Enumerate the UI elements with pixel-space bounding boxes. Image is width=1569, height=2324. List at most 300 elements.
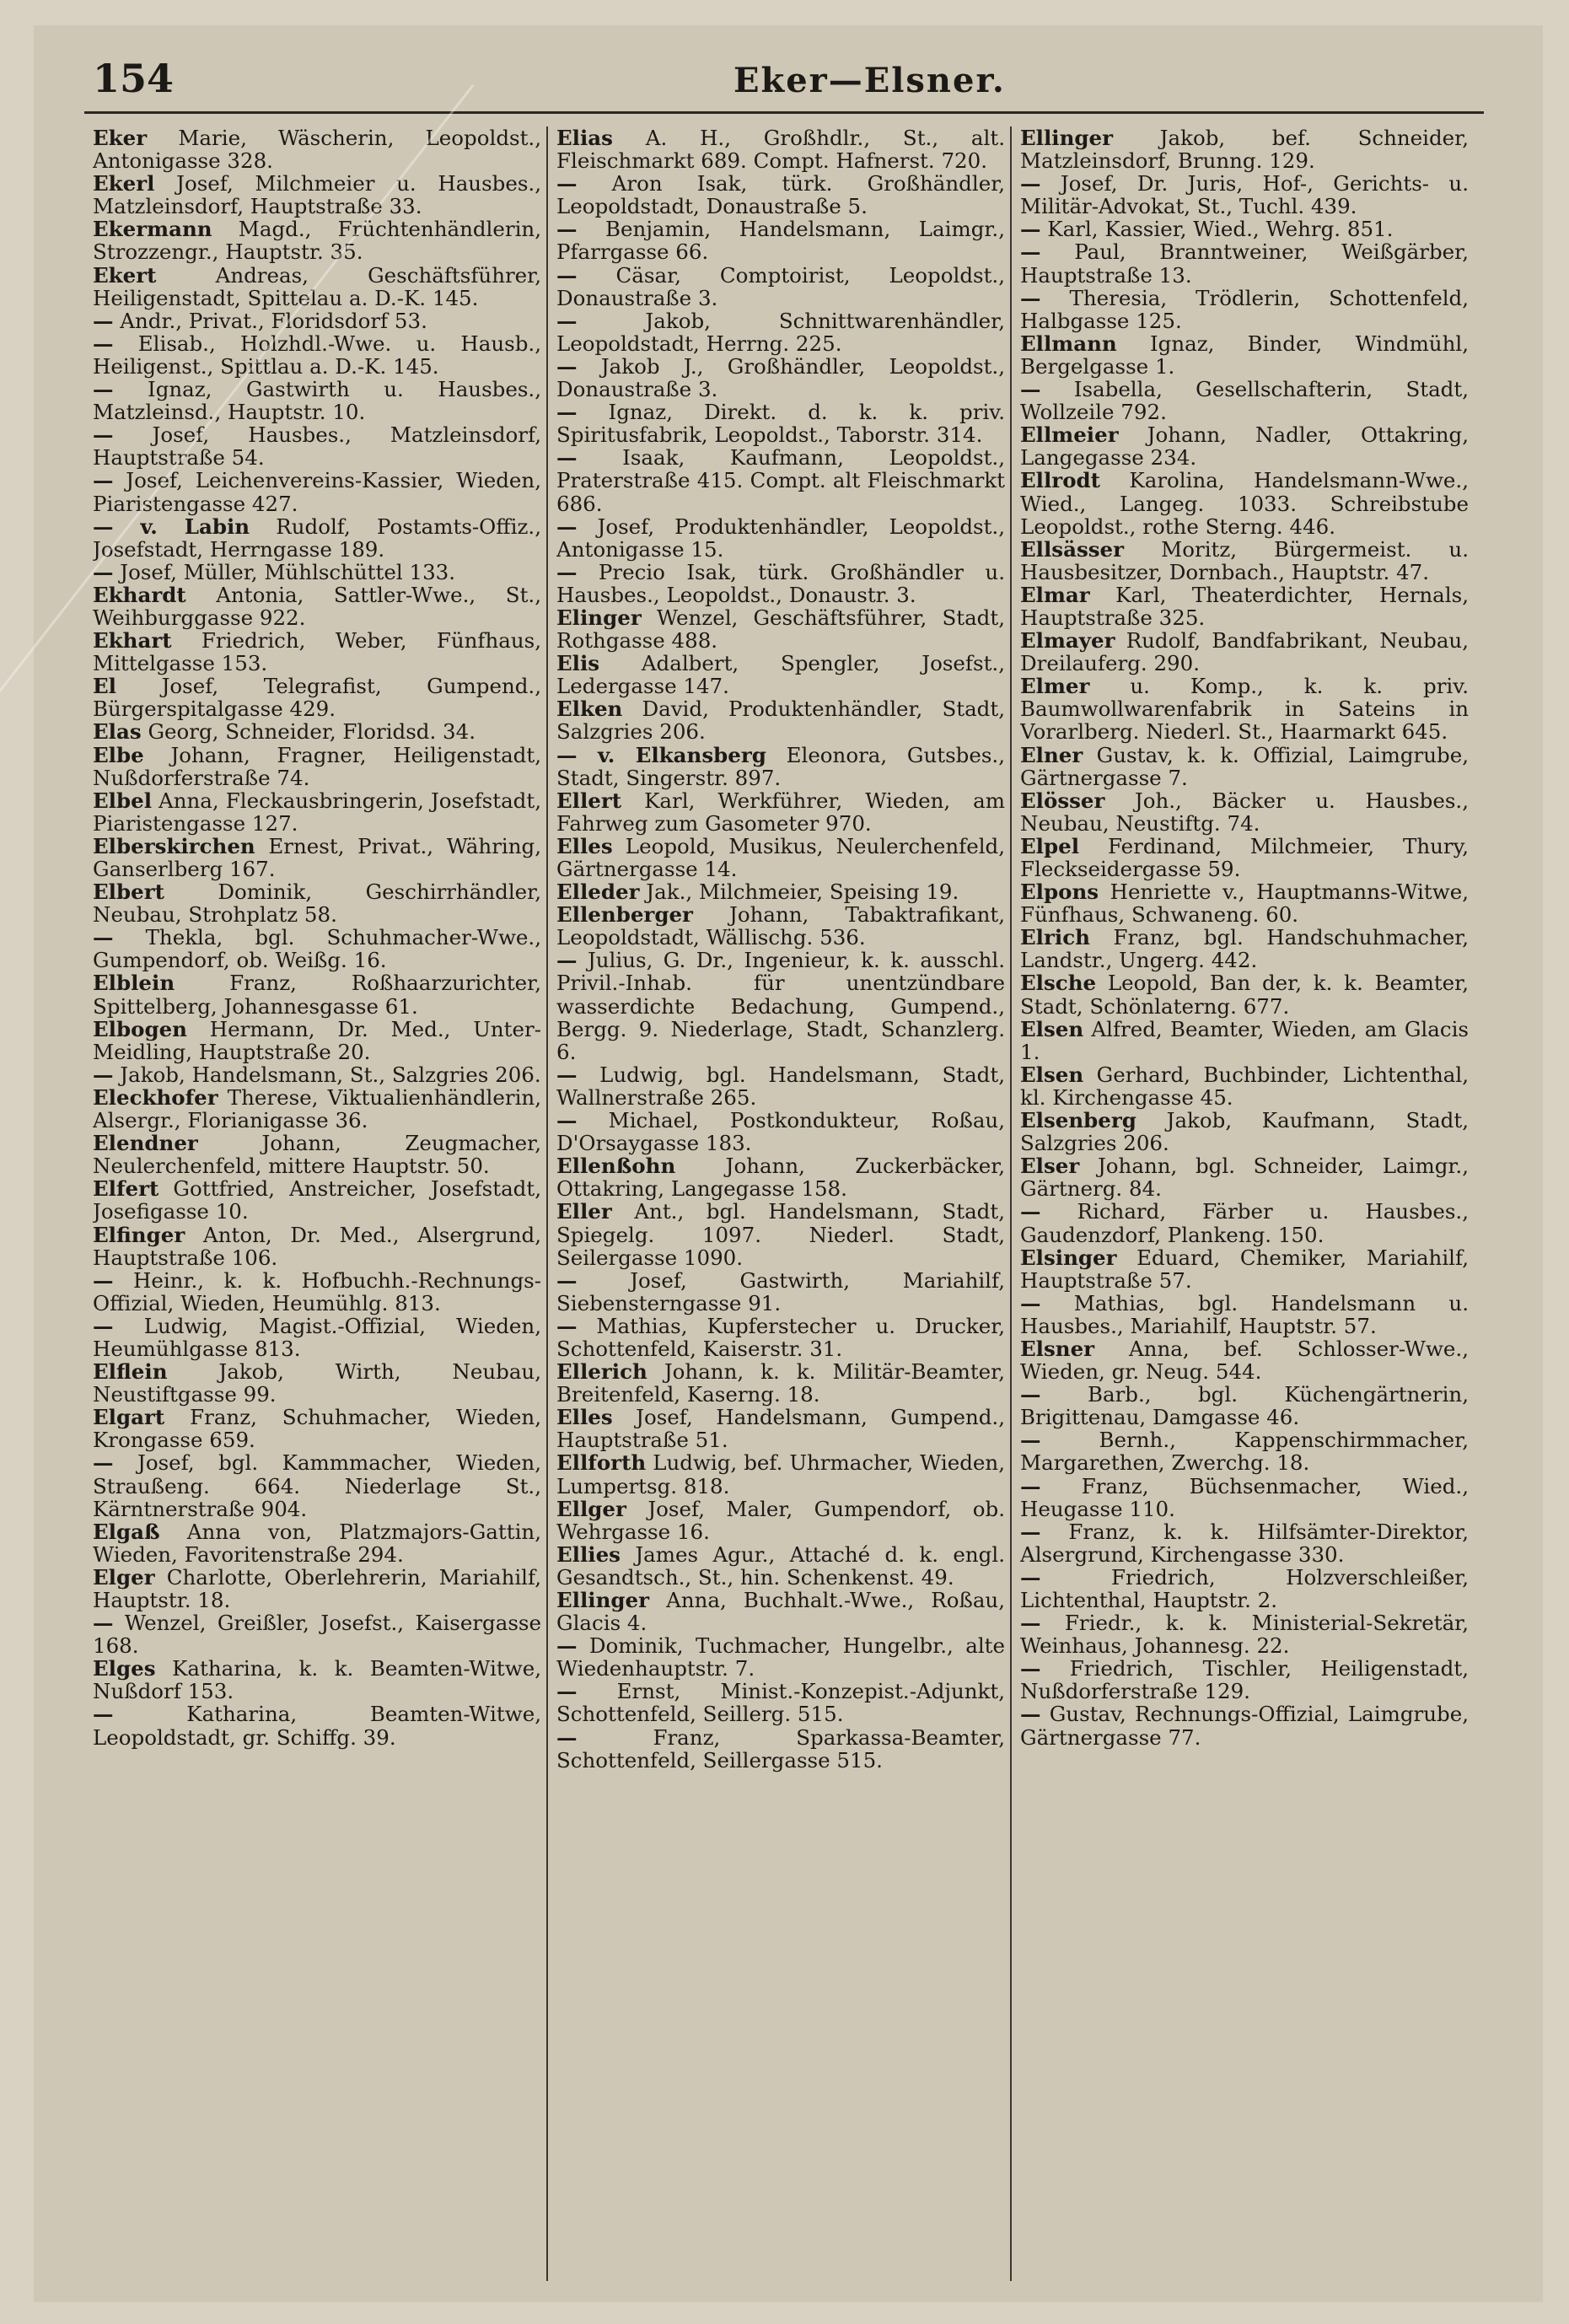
entry-details: u. Komp., k. k. priv. Baumwollwarenfabrik in Sateins in Vorarlberg. Niederl. St., Haarmarkt 645. [1020, 674, 1469, 745]
entry-details: Jakob, Handelsmann, St., Salzgries 206. [113, 1062, 541, 1087]
directory-entry [1020, 1200, 1469, 1245]
entry-details: Johann, k. k. Militär-Beamter, Breitenfeld, Kaserng. 18. [556, 1359, 1005, 1407]
directory-entry [556, 355, 1005, 401]
entry-surname: Elger [93, 1564, 155, 1590]
directory-entry [556, 1498, 1005, 1543]
directory-entry [1020, 240, 1469, 286]
entry-details: Ant., bgl. Handelsmann, Stadt, Spiegelg. 1097. Niederl. Stadt, Seilergasse 1090. [556, 1199, 1005, 1270]
entry-details: Michael, Postkondukteur, Roßau, D'Orsaygasse 183. [556, 1108, 1005, 1156]
entry-surname: Elfinger [93, 1222, 185, 1247]
directory-entry [556, 1154, 1005, 1200]
entry-details: Franz, Schuhmacher, Wieden, Krongasse 659. [93, 1405, 541, 1453]
entry-details: Therese, Viktualienhändlerin, Alsergr., Florianigasse 36. [93, 1084, 541, 1133]
entry-surname: — [1020, 171, 1041, 196]
entry-details: Jakob, Wirth, Neubau, Neustiftgasse 99. [93, 1359, 541, 1407]
entry-surname: Ekert [93, 262, 157, 288]
directory-entry [556, 949, 1005, 1062]
entry-surname: Elinger [556, 605, 642, 630]
entry-details: Elisab., Holzhdl.-Wwe. u. Hausb., Heiligenst., Spittlau a. D.-K. 145. [93, 331, 541, 379]
entry-details: Ernst, Minist.-Konzepist.-Adjunkt, Schottenfeld, Seillerg. 515. [556, 1679, 1005, 1727]
header-rule [84, 111, 1484, 114]
entry-surname: Elbe [93, 742, 144, 767]
directory-entry [1020, 744, 1469, 789]
entry-surname: Ellies [556, 1541, 621, 1567]
entry-details: Ludwig, bgl. Handelsmann, Stadt, Wallnerstraße 265. [556, 1062, 1005, 1110]
entry-surname: Elpel [1020, 833, 1080, 858]
directory-entry [93, 926, 541, 971]
entry-details: Josef, Telegrafist, Gumpend., Bürgerspitalgasse 429. [93, 674, 541, 722]
column-divider [546, 126, 548, 2281]
entry-details: Johann, Fragner, Heiligenstadt, Nußdorferstraße 74. [93, 742, 541, 790]
entry-surname: Ellmann [1020, 331, 1117, 356]
entry-surname: — [1020, 217, 1041, 242]
entry-details: Josef, Maler, Gumpendorf, ob. Wehrgasse 16. [556, 1496, 1005, 1544]
entry-surname: — [556, 1267, 578, 1293]
entry-surname: Ellrodt [1020, 468, 1100, 493]
entry-details: Johann, Zuckerbäcker, Ottakring, Langegasse 158. [556, 1154, 1005, 1202]
entry-details: Mathias, Kupferstecher u. Drucker, Schottenfeld, Kaiserstr. 31. [556, 1313, 1005, 1361]
entry-details: Karolina, Handelsmann-Wwe., Wied., Langeg. 1033. Schreibstube Leopoldst., rothe Sterng. 446. [1020, 468, 1469, 539]
entry-surname: Ekhardt [93, 582, 186, 607]
entry-details: Antonia, Sattler-Wwe., St., Weihburggasse 922. [93, 582, 541, 630]
directory-entry [93, 720, 541, 743]
entry-surname: Ellerich [556, 1359, 647, 1385]
entry-details: Eduard, Chemiker, Mariahilf, Hauptstraße 57. [1020, 1245, 1469, 1293]
directory-entry [1020, 835, 1469, 880]
entry-details: Moritz, Bürgermeist. u. Hausbesitzer, Dornbach., Hauptstr. 47. [1020, 536, 1469, 584]
entry-surname: — [93, 925, 114, 950]
entry-details: Johann, Zeugmacher, Neulerchenfeld, mittere Hauptstr. 50. [93, 1131, 541, 1179]
entry-details: Precio Isak, türk. Großhändler u. Hausbes., Leopoldst., Donaustr. 3. [556, 559, 1005, 607]
entry-surname: Ellsässer [1020, 536, 1125, 562]
entry-surname: — [556, 445, 578, 471]
directory-entry [93, 469, 541, 514]
directory-entry [93, 1315, 541, 1360]
directory-entry [556, 1406, 1005, 1451]
directory-entry [93, 1657, 541, 1703]
entry-surname: — [1020, 1382, 1041, 1407]
directory-entry [93, 744, 541, 789]
entry-details: Ferdinand, Milchmeier, Thury, Fleckseidergasse 59. [1020, 833, 1469, 881]
entry-details: Ludwig, bef. Uhrmacher, Wieden, Lumpertsg. 818. [556, 1450, 1005, 1498]
entry-surname: Ellmeier [1020, 422, 1119, 448]
directory-entry [1020, 629, 1469, 675]
entry-details: Ignaz, Binder, Windmühl, Bergelgasse 1. [1020, 331, 1469, 379]
entry-surname: Elblein [93, 971, 175, 996]
directory-entry [556, 1315, 1005, 1360]
entry-surname: Eker [93, 126, 148, 150]
entry-details: Georg, Schneider, Floridsd. 34. [141, 719, 476, 745]
directory-entry [1020, 1246, 1469, 1292]
entry-details: Anton, Dr. Med., Alsergrund, Hauptstraße 106. [93, 1222, 541, 1270]
entry-surname: — [556, 1313, 578, 1338]
directory-entry [556, 1109, 1005, 1154]
entry-surname: Elmayer [1020, 628, 1115, 654]
entry-details: Henriette v., Hauptmanns-Witwe, Fünfhaus, Schwaneng. 60. [1020, 880, 1469, 928]
entry-surname: — [556, 1724, 578, 1750]
page-number: 154 [93, 56, 175, 101]
directory-entry [93, 1406, 541, 1451]
directory-entry [1020, 1337, 1469, 1383]
entry-surname: Elbert [93, 880, 164, 905]
entry-surname: Ellger [556, 1496, 626, 1521]
entry-details: Leopold, Ban der, k. k. Beamter, Stadt, Schönlaterng. 677. [1020, 971, 1469, 1019]
directory-entry [93, 1177, 541, 1223]
directory-entry [556, 1680, 1005, 1725]
directory-entry [93, 423, 541, 469]
entry-details: Ernest, Privat., Währing, Ganserlberg 167. [93, 833, 541, 881]
entry-surname: — [1020, 1611, 1041, 1636]
directory-entry [93, 1063, 541, 1086]
entry-details: Rudolf, Bandfabrikant, Neubau, Dreilauferg. 290. [1020, 628, 1469, 676]
directory-entry [93, 1360, 541, 1406]
directory-entry [93, 126, 541, 172]
directory-entry [1020, 538, 1469, 584]
entry-surname: Ellforth [556, 1450, 647, 1476]
entry-surname: Elles [556, 1405, 613, 1430]
entry-surname: — [1020, 1199, 1041, 1224]
directory-entry [1020, 1566, 1469, 1611]
directory-entry [93, 675, 541, 720]
entry-surname: Elgart [93, 1405, 165, 1430]
directory-entry [93, 378, 541, 423]
column-3 [1020, 126, 1469, 2285]
directory-entry [1020, 971, 1469, 1017]
entry-details: Alfred, Beamter, Wieden, am Glacis 1. [1020, 1016, 1469, 1064]
directory-entry [556, 172, 1005, 218]
directory-entry [93, 1703, 541, 1748]
entry-details: Friedr., k. k. Ministerial-Sekretär, Weinhaus, Johannesg. 22. [1020, 1611, 1469, 1659]
entry-surname: Ellinger [1020, 126, 1114, 150]
entry-details: Hermann, Dr. Med., Unter-Meidling, Hauptstraße 20. [93, 1016, 541, 1064]
entry-surname: — [556, 1633, 578, 1659]
entry-details: Josef, Produktenhändler, Leopoldst., Antonigasse 15. [556, 514, 1005, 562]
directory-entry [1020, 218, 1469, 240]
entry-surname: Elendner [93, 1131, 198, 1156]
entry-surname: — [556, 1108, 578, 1133]
entry-details: Wenzel, Greißler, Josefst., Kaisergasse 168. [93, 1611, 541, 1659]
entry-details: Karl, Werkführer, Wieden, am Fahrweg zum Gasometer 970. [556, 788, 1005, 836]
column-divider [1010, 126, 1012, 2281]
entry-surname: — [93, 308, 114, 333]
entry-surname: — [93, 422, 114, 448]
entry-surname: Elsche [1020, 971, 1097, 996]
entry-surname: — [1020, 1473, 1041, 1498]
directory-entry [1020, 378, 1469, 423]
entry-details: Jakob, Schnittwarenhändler, Leopoldstadt, Herrng. 225. [556, 308, 1005, 356]
directory-entry [1020, 926, 1469, 971]
entry-details: Andr., Privat., Floridsdorf 53. [113, 308, 427, 333]
directory-entry [1020, 880, 1469, 926]
entry-surname: — [556, 1679, 578, 1704]
running-title: Eker—Elsner. [733, 61, 1006, 100]
column-1 [93, 126, 541, 2285]
entry-surname: Elis [556, 651, 600, 676]
entry-details: Dominik, Geschirrhändler, Neubau, Strohplatz 58. [93, 880, 541, 928]
directory-entry [1020, 172, 1469, 218]
entry-surname: Elrich [1020, 925, 1090, 950]
entry-details: Theresia, Trödlerin, Schottenfeld, Halbgasse 125. [1020, 285, 1469, 333]
directory-entry [93, 218, 541, 263]
directory-entry [1020, 1611, 1469, 1657]
entry-details: Josef, Leichenvereins-Kassier, Wieden, Piaristengasse 427. [93, 468, 541, 516]
entry-surname: — [93, 1062, 114, 1087]
entry-surname: Ellert [556, 788, 622, 813]
entry-details: Isabella, Gesellschafterin, Stadt, Wollzeile 792. [1020, 377, 1469, 425]
entry-details: James Agur., Attaché d. k. engl. Gesandtsch., St., hin. Schenkenst. 49. [556, 1541, 1005, 1590]
entry-details: Gerhard, Buchbinder, Lichtenthal, kl. Kirchengasse 45. [1020, 1062, 1469, 1110]
entry-surname: Elflein [93, 1359, 168, 1385]
entry-surname: — [556, 948, 578, 973]
directory-entry [556, 401, 1005, 446]
entry-surname: Elösser [1020, 788, 1105, 813]
entry-surname: Elpons [1020, 880, 1099, 905]
directory-entry [556, 561, 1005, 606]
entry-surname: — [93, 468, 114, 493]
directory-entry [556, 1269, 1005, 1315]
directory-entry [1020, 1383, 1469, 1428]
entry-details: Josef, Handelsmann, Gumpend., Hauptstraße 51. [556, 1405, 1005, 1453]
entry-details: Magd., Früchtenhändlerin, Strozzengr., Hauptstr. 35. [93, 217, 541, 265]
entry-surname: Elias [556, 126, 613, 150]
entry-details: Josef, Milchmeier u. Hausbes., Matzleinsdorf, Hauptstraße 33. [93, 171, 541, 219]
directory-entry [556, 126, 1005, 172]
entry-details: Friedrich, Weber, Fünfhaus, Mittelgasse 153. [93, 628, 541, 676]
entry-details: Gustav, k. k. Offizial, Laimgrube, Gärtnergasse 7. [1020, 742, 1469, 790]
entry-surname: Ellenßohn [556, 1154, 676, 1179]
entry-details: Isaak, Kaufmann, Leopoldst., Praterstraße 415. Compt. alt Fleischmarkt 686. [556, 445, 1005, 516]
directory-entry [93, 584, 541, 629]
entry-surname: Eller [556, 1199, 612, 1224]
entry-surname: — [93, 559, 114, 584]
entry-details: Bernh., Kappenschirmmacher, Margarethen, Zwerchg. 18. [1020, 1428, 1469, 1476]
entry-surname: — [93, 377, 114, 402]
directory-entry [93, 629, 541, 675]
directory-entry [556, 1360, 1005, 1406]
entry-surname: — [556, 559, 578, 584]
entry-details: Katharina, Beamten-Witwe, Leopoldstadt, gr. Schiffg. 39. [93, 1702, 541, 1750]
directory-entry [556, 606, 1005, 652]
entry-details: Anna, Buchhalt.-Wwe., Roßau, Glacis 4. [556, 1588, 1005, 1636]
entry-details: Johann, Tabaktrafikant, Leopoldstadt, Wällischg. 536. [556, 902, 1005, 950]
directory-entry [556, 1200, 1005, 1268]
directory-entry [556, 446, 1005, 514]
directory-entry [93, 835, 541, 880]
entry-surname: Elsner [1020, 1336, 1095, 1361]
entry-surname: Elbel [93, 788, 153, 813]
entry-surname: Ekerl [93, 171, 155, 196]
entry-surname: Elles [556, 833, 613, 858]
directory-entry [93, 1086, 541, 1132]
entry-details: David, Produktenhändler, Stadt, Salzgries 206. [556, 697, 1005, 745]
directory-entry [1020, 1657, 1469, 1703]
directory-entry [93, 880, 541, 926]
entry-surname: Elsenberg [1020, 1108, 1136, 1133]
entry-details: Paul, Branntweiner, Weißgärber, Hauptstraße 13. [1020, 239, 1469, 288]
entry-details: Mathias, bgl. Handelsmann u. Hausbes., Mariahilf, Hauptstr. 57. [1020, 1290, 1469, 1338]
directory-entry [556, 880, 1005, 903]
entry-surname: Ekhart [93, 628, 172, 654]
entry-details: Jakob, Kaufmann, Stadt, Salzgries 206. [1020, 1108, 1469, 1156]
entry-details: Ignaz, Gastwirth u. Hausbes., Matzleinsd., Hauptstr. 10. [93, 377, 541, 425]
entry-details: Josef, Hausbes., Matzleinsdorf, Hauptstraße 54. [93, 422, 541, 471]
directory-entry [1020, 423, 1469, 469]
directory-entry [1020, 1703, 1469, 1748]
directory-entry [1020, 789, 1469, 835]
entry-surname: Elsen [1020, 1016, 1084, 1041]
directory-entry [1020, 1475, 1469, 1520]
directory-entry [556, 789, 1005, 835]
entry-details: Ignaz, Direkt. d. k. k. priv. Spiritusfabrik, Leopoldst., Taborstr. 314. [556, 400, 1005, 448]
entry-surname: — [93, 1702, 114, 1727]
entry-details: Ludwig, Magist.-Offizial, Wieden, Heumühlgasse 813. [93, 1313, 541, 1361]
directory-entry [93, 1269, 541, 1315]
entry-surname: — [93, 1611, 114, 1636]
entry-details: Johann, Nadler, Ottakring, Langegasse 234. [1020, 422, 1469, 471]
entry-details: Friedrich, Holzverschleißer, Lichtenthal, Hauptstr. 2. [1020, 1564, 1469, 1612]
entry-details: Anna, bef. Schlosser-Wwe., Wieden, gr. Neug. 544. [1020, 1336, 1469, 1385]
entry-details: Adalbert, Spengler, Josefst., Ledergasse 147. [556, 651, 1005, 699]
entry-details: Aron Isak, türk. Großhändler, Leopoldstadt, Donaustraße 5. [556, 171, 1005, 219]
entry-surname: Eleckhofer [93, 1084, 218, 1110]
entry-surname: Ellinger [556, 1588, 650, 1612]
entry-surname: Elleder [556, 880, 640, 905]
entry-details: Julius, G. Dr., Ingenieur, k. k. ausschl. Privil.-Inhab. für unentzündbare wasserdichte Bedachung, Gumpend., Bergg. 9. Niederlage, Stadt, Schanzlerg. 6. [556, 948, 1005, 1064]
entry-details: Josef, Dr. Juris, Hof-, Gerichts- u. Militär-Advokat, St., Tuchl. 439. [1020, 171, 1469, 219]
entry-details: Benjamin, Handelsmann, Laimgr., Pfarrgasse 66. [556, 217, 1005, 265]
entry-surname: — [556, 262, 578, 288]
directory-entry [556, 652, 1005, 697]
entry-details: Anna, Fleckausbringerin, Josefstadt, Piaristengasse 127. [93, 788, 541, 836]
entry-surname: — v. Elkansberg [556, 742, 766, 767]
entry-surname: Elsinger [1020, 1245, 1117, 1270]
entry-surname: — [556, 171, 578, 196]
entry-details: Rudolf, Postamts-Offiz., Josefstadt, Herrngasse 189. [93, 514, 541, 562]
entry-surname: — [556, 514, 578, 539]
entry-surname: Elges [93, 1656, 156, 1681]
directory-entry [556, 744, 1005, 789]
entry-surname: Elberskirchen [93, 833, 255, 858]
entry-details: Dominik, Tuchmacher, Hungelbr., alte Wiedenhauptstr. 7. [556, 1633, 1005, 1681]
entry-surname: — v. Labin [93, 514, 250, 539]
entry-details: Karl, Theaterdichter, Hernals, Hauptstraße 325. [1020, 582, 1469, 630]
entry-surname: — [1020, 1564, 1041, 1590]
entry-details: Barb., bgl. Küchengärtnerin, Brigittenau, Damgasse 46. [1020, 1382, 1469, 1430]
entry-surname: — [556, 353, 578, 379]
entry-details: A. H., Großhdlr., St., alt. Fleischmarkt 689. Compt. Hafnerst. 720. [556, 126, 1005, 174]
directory-entry [93, 971, 541, 1017]
directory-entry [93, 1566, 541, 1611]
entry-details: Friedrich, Tischler, Heiligenstadt, Nußdorferstraße 129. [1020, 1656, 1469, 1704]
directory-entry [556, 218, 1005, 263]
entry-details: Eleonora, Gutsbes., Stadt, Singerstr. 897. [556, 742, 1005, 790]
entry-details: Josef, Müller, Mühlschüttel 133. [113, 559, 456, 584]
entry-details: Franz, Roßhaarzurichter, Spittelberg, Johannesgasse 61. [93, 971, 541, 1019]
directory-entry [1020, 1109, 1469, 1154]
directory-entry [93, 789, 541, 835]
entry-details: Wenzel, Geschäftsführer, Stadt, Rothgasse 488. [556, 605, 1005, 654]
entry-details: Cäsar, Comptoirist, Leopoldst., Donaustraße 3. [556, 262, 1005, 310]
directory-entry [556, 515, 1005, 561]
entry-details: Katharina, k. k. Beamten-Witwe, Nußdorf 153. [93, 1656, 541, 1704]
entry-details: Charlotte, Oberlehrerin, Mariahilf, Hauptstr. 18. [93, 1564, 541, 1612]
directory-entry [556, 264, 1005, 309]
entry-surname: Elken [556, 697, 623, 722]
entry-surname: Elfert [93, 1176, 159, 1202]
directory-entry [93, 1611, 541, 1657]
entry-details: Jakob, bef. Schneider, Matzleinsdorf, Brunng. 129. [1020, 126, 1469, 174]
directory-entry [556, 1063, 1005, 1109]
entry-surname: — [1020, 1428, 1041, 1453]
entry-details: Josef, bgl. Kammmacher, Wieden, Straußeng. 664. Niederlage St., Kärntnerstraße 904. [93, 1450, 541, 1521]
entry-surname: — [1020, 377, 1041, 402]
entry-surname: — [556, 1062, 578, 1087]
directory-entry [93, 1224, 541, 1269]
directory-entry [1020, 1018, 1469, 1063]
entry-details: Leopold, Musikus, Neulerchenfeld, Gärtnergasse 14. [556, 833, 1005, 881]
entry-surname: Elgaß [93, 1519, 160, 1544]
directory-entry [556, 1634, 1005, 1680]
entry-surname: Elsen [1020, 1062, 1084, 1087]
entry-surname: — [556, 217, 578, 242]
entry-details: Anna von, Platzmajors-Gattin, Wieden, Favoritenstraße 294. [93, 1519, 541, 1567]
directory-entry [1020, 469, 1469, 537]
directory-entry [556, 1543, 1005, 1589]
directory-entry [1020, 1063, 1469, 1109]
directory-entry [1020, 1154, 1469, 1200]
entry-surname: Elas [93, 719, 142, 745]
directory-entry [556, 835, 1005, 880]
directory-entry [93, 561, 541, 584]
directory-entry [1020, 1428, 1469, 1474]
entry-surname: El [93, 674, 116, 699]
entry-details: Jak., Milchmeier, Speising 19. [639, 880, 959, 905]
entry-surname: Elmer [1020, 674, 1090, 699]
directory-entry [93, 1520, 541, 1566]
entry-surname: — [1020, 1656, 1041, 1681]
page-header [93, 56, 1459, 108]
directory-entry [556, 309, 1005, 355]
entry-surname: — [93, 331, 114, 356]
directory-entry [556, 1451, 1005, 1497]
entry-surname: — [93, 1450, 114, 1476]
entry-details: Andreas, Geschäftsführer, Heiligenstadt, Spittelau a. D.-K. 145. [93, 262, 541, 310]
entry-details: Marie, Wäscherin, Leopoldst., Antonigasse 328. [93, 126, 541, 174]
entry-details: Jakob J., Großhändler, Leopoldst., Donaustraße 3. [556, 353, 1005, 402]
entry-details: Joh., Bäcker u. Hausbes., Neubau, Neustiftg. 74. [1020, 788, 1469, 836]
directory-entry [93, 332, 541, 378]
directory-entry [556, 903, 1005, 949]
directory-entry [93, 515, 541, 561]
entry-details: Johann, bgl. Schneider, Laimgr., Gärtnerg. 84. [1020, 1154, 1469, 1202]
directory-entry [556, 1589, 1005, 1634]
entry-surname: — [93, 1267, 114, 1293]
entry-details: Franz, Sparkassa-Beamter, Schottenfeld, Seillergasse 515. [556, 1724, 1005, 1773]
entry-details: Franz, Büchsenmacher, Wied., Heugasse 110. [1020, 1473, 1469, 1521]
entry-details: Thekla, bgl. Schuhmacher-Wwe., Gumpendorf, ob. Weißg. 16. [93, 925, 541, 973]
directory-entry [93, 1018, 541, 1063]
entry-details: Franz, bgl. Handschuhmacher, Landstr., Ungerg. 442. [1020, 925, 1469, 973]
entry-surname: Elmar [1020, 582, 1090, 607]
directory-entry [93, 172, 541, 218]
directory-entry [1020, 675, 1469, 743]
entry-surname: Ekermann [93, 217, 212, 242]
entry-details: Gustav, Rechnungs-Offizial, Laimgrube, Gärtnergasse 77. [1020, 1702, 1469, 1750]
directory-entry [1020, 287, 1469, 332]
entry-details: Heinr., k. k. Hofbuchh.-Rechnungs-Offizial, Wieden, Heumühlg. 813. [93, 1267, 541, 1315]
entry-surname: Elser [1020, 1154, 1080, 1179]
directory-entry [1020, 1292, 1469, 1337]
